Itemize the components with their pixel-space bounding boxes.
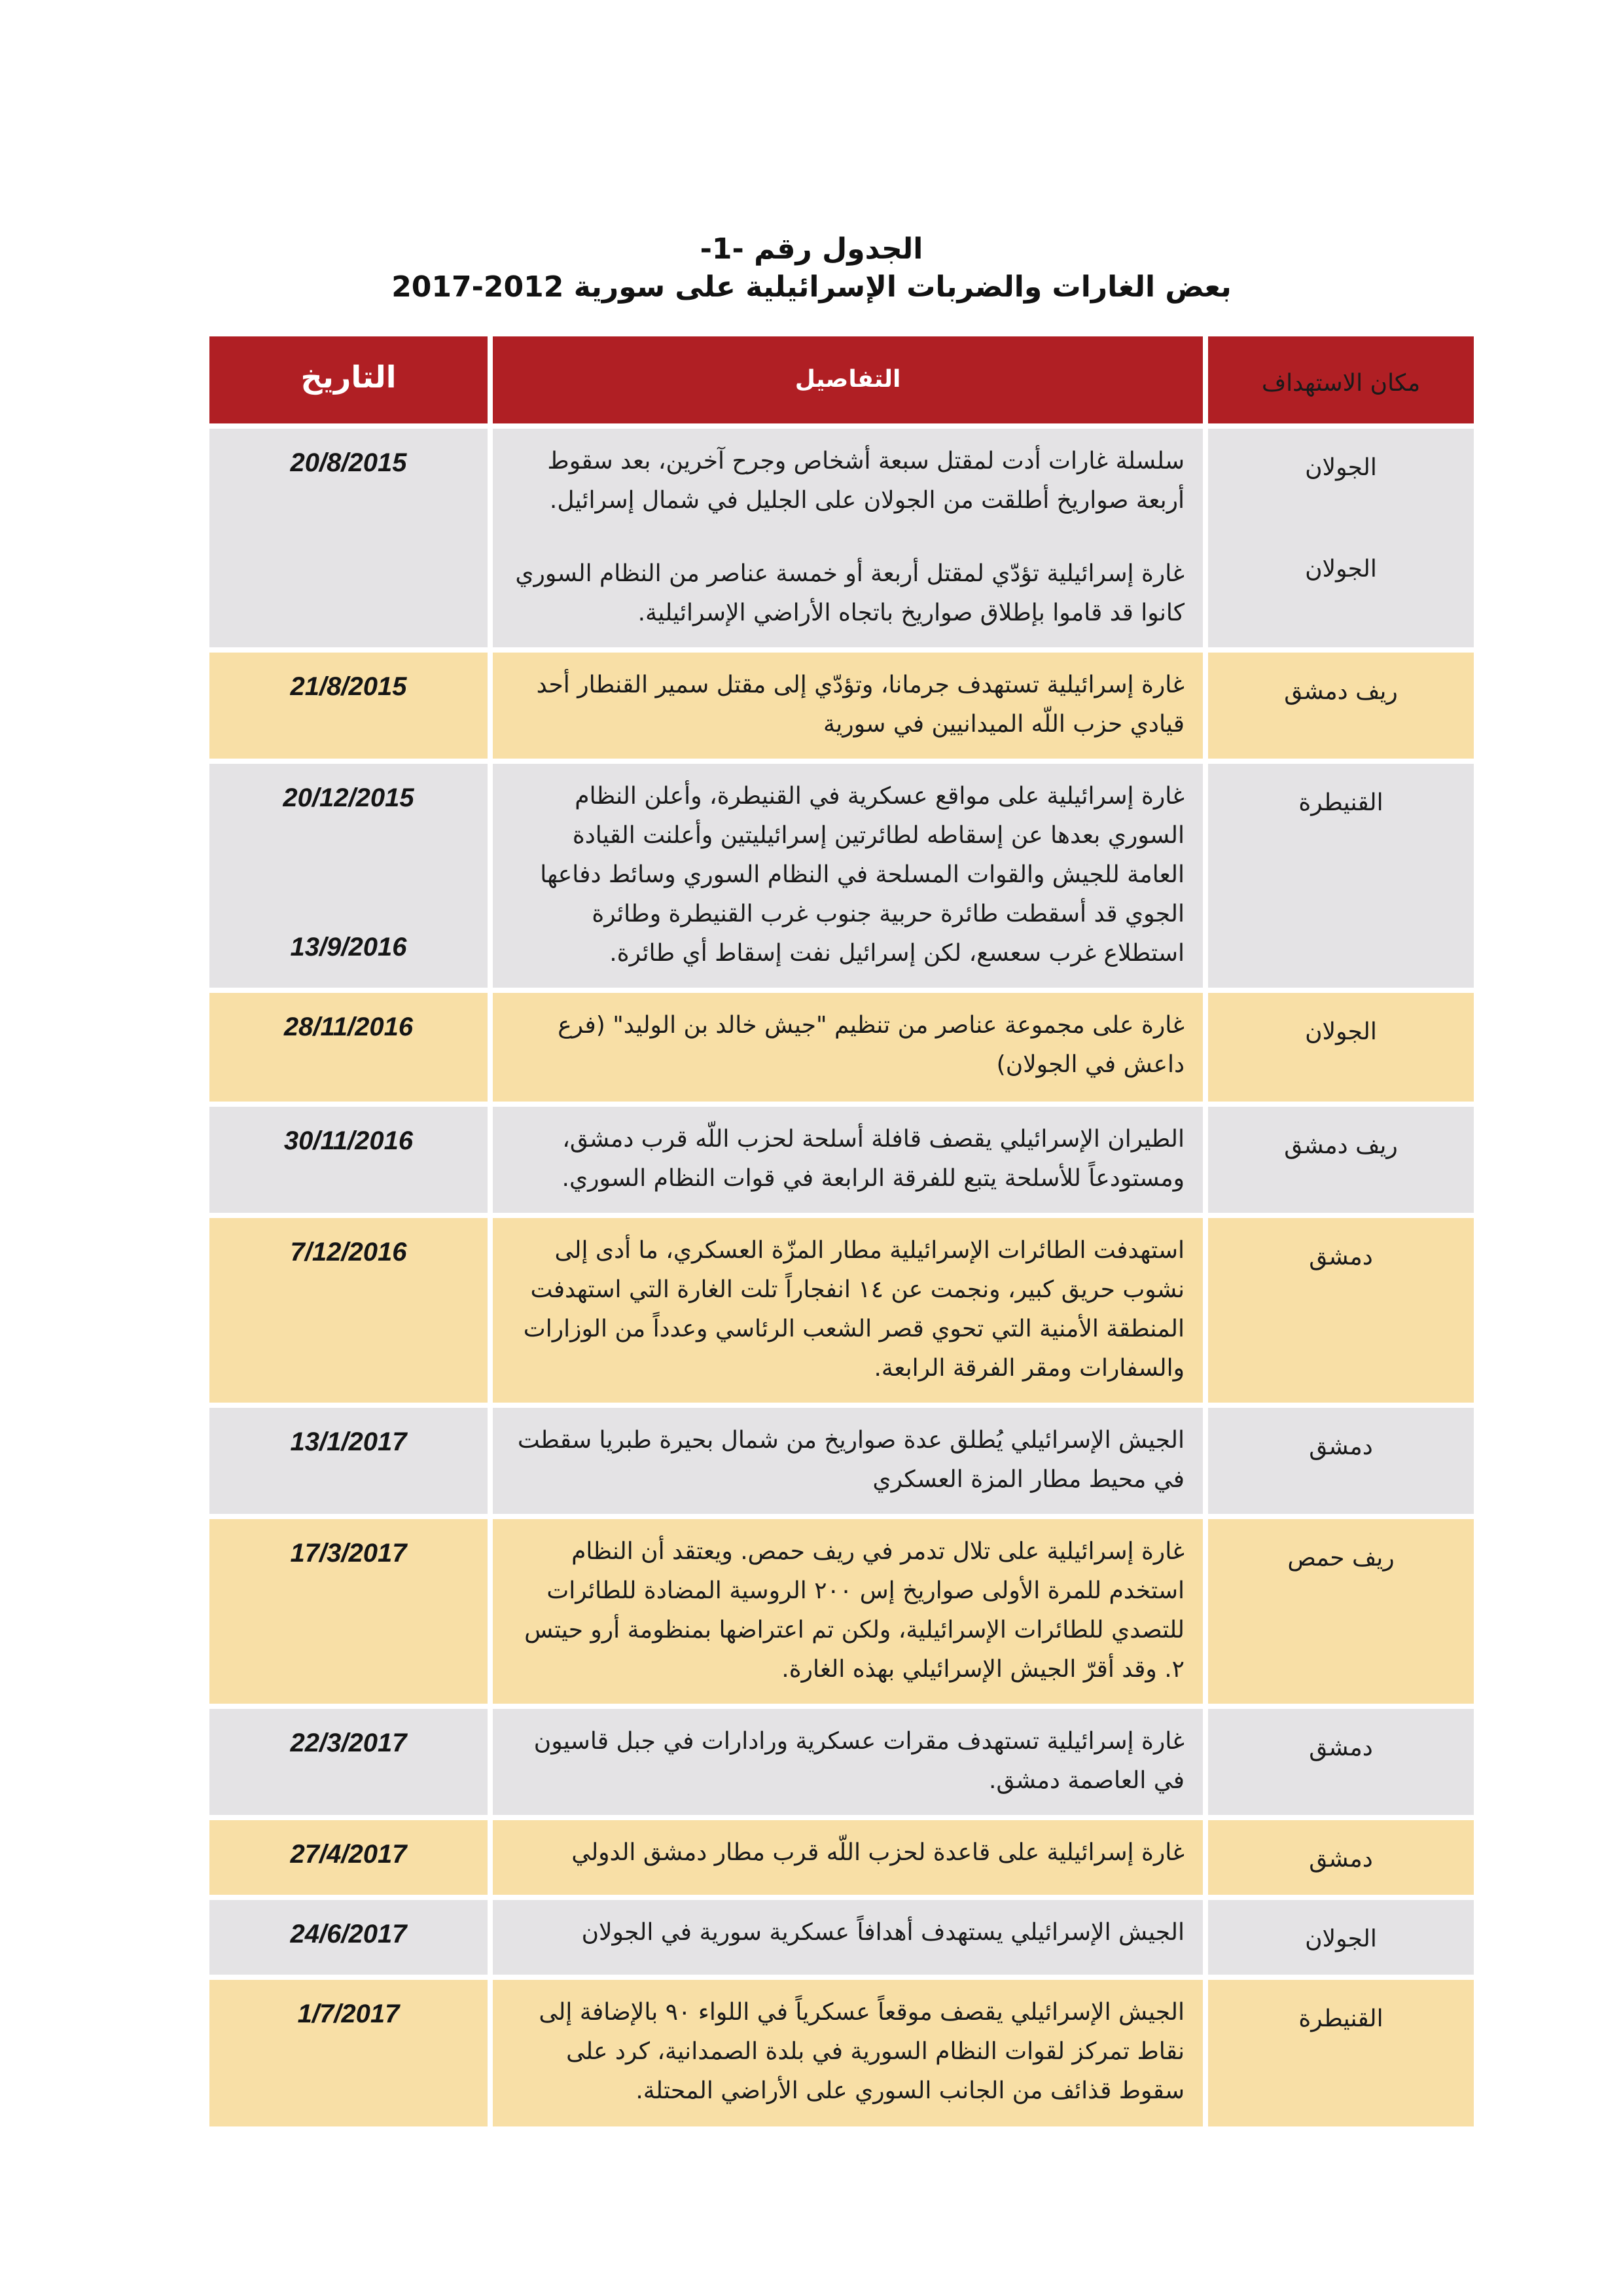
date-cell [209,993,488,1102]
date-cell [209,764,488,988]
location-cell [1208,1408,1474,1514]
table-row [209,764,1474,988]
date-label: 20/8/2015 [290,448,407,477]
location-cell [1208,1519,1474,1704]
details-paragraph: غارة إسرائيلية على قاعدة لحزب اللّه قرب مطار دمشق الدولي [571,1839,1185,1866]
date-cell [209,1218,488,1403]
table-row [209,1900,1474,1975]
table-row [209,993,1474,1102]
date-label: 28/11/2016 [283,1013,414,1041]
location-cell [1208,764,1474,988]
details-paragraph: استهدفت الطائرات الإسرائيلية مطار المزّة العسكري، ما أدى إلى نشوب حريق كبير، ونجمت عن ١٤ انفجاراً تلت الغارة التي استهدفت المنطقة الأمنية التي تحوي قصر الشعب الرئاسي وعدداً من الوزارات والسفارات ومقر الفرقة الرابعة. [523,1237,1185,1382]
location-cell [1208,653,1474,759]
location-label: دمشق [1309,1846,1373,1873]
location-cell [1208,429,1474,647]
date-cell [209,1709,488,1815]
location-cell [1208,1900,1474,1975]
table-caption-line1 [0,230,1623,268]
details-paragraph: الطيران الإسرائيلي يقصف قافلة أسلحة لحزب اللّه قرب دمشق، ومستودعاً للأسلحة يتبع للفرقة الرابعة في قوات النظام السوري. [562,1126,1185,1192]
location-label: دمشق [1309,1244,1373,1270]
details-cell [493,1408,1203,1514]
details-paragraph: غارة إسرائيلية تستهدف مقرات عسكرية ورادارات في جبل قاسيون في العاصمة دمشق. [533,1728,1185,1794]
location-label: القنيطرة [1298,2005,1383,2032]
details-cell [493,1900,1203,1975]
details-cell [493,653,1203,759]
date-label: 17/3/2017 [290,1539,407,1568]
location-label: دمشق [1309,1734,1373,1761]
date-label: 27/4/2017 [290,1840,407,1869]
table-caption [0,0,1623,306]
date-cell [209,1900,488,1975]
date-label: 13/9/2016 [290,933,407,961]
header-details: التفاصيل [493,336,1203,423]
header-date: التاريخ [209,336,488,423]
date-label: 22/3/2017 [290,1729,407,1757]
details-cell [493,1820,1203,1895]
table-row [209,1980,1474,2126]
caption-text: الجدول رقم [754,232,923,266]
table-row [209,1820,1474,1895]
location-label: الجولان [1305,556,1377,583]
date-label: 7/12/2016 [290,1238,407,1266]
details-cell [493,1519,1203,1704]
date-cell [209,1408,488,1514]
details-cell [493,1218,1203,1403]
date-cell [209,1980,488,2126]
details-paragraph: غارة على مجموعة عناصر من تنظيم "جيش خالد بن الوليد" (فرع داعش في الجولان) [558,1012,1185,1078]
date-label: 1/7/2017 [297,2000,400,2028]
location-label: الجولان [1305,1926,1377,1952]
table-row [209,1519,1474,1704]
location-cell [1208,993,1474,1102]
location-cell [1208,1107,1474,1213]
date-label: 13/1/2017 [290,1427,407,1456]
table-row [209,1218,1474,1403]
date-cell [209,429,488,647]
details-cell [493,764,1203,988]
table-header-row [209,336,1474,423]
details-paragraph: الجيش الإسرائيلي يُطلق عدة صواريخ من شمال بحيرة طبريا سقطت في محيط مطار المزة العسكري [517,1427,1185,1493]
date-cell [209,653,488,759]
table-row [209,653,1474,759]
location-cell [1208,1218,1474,1403]
table-row [209,429,1474,647]
location-label: الجولان [1305,1018,1377,1045]
table-body [209,429,1474,2126]
details-paragraph: سلسلة غارات أدت لمقتل سبعة أشخاص وجرح آخرين، بعد سقوط أربعة صواريخ أطلقت من الجولان على الجليل في شمال إسرائيل. [547,448,1185,514]
location-cell [1208,1820,1474,1895]
details-cell [493,429,1203,647]
table-caption-line2: بعض الغارات والضربات الإسرائيلية على سورية 2012-2017 [391,270,1232,304]
date-label: 20/12/2015 [283,783,414,812]
header-location: مكان الاستهداف [1208,336,1474,423]
details-cell [493,993,1203,1102]
table-row [209,1709,1474,1815]
strikes-table [209,336,1474,2126]
date-label: 30/11/2016 [283,1126,414,1155]
details-paragraph: غارة إسرائيلية تستهدف جرمانا، وتؤدّي إلى مقتل سمير القنطار أحد قيادي حزب اللّه الميدانيين في سورية [536,672,1185,738]
location-cell [1208,1980,1474,2126]
details-paragraph: غارة إسرائيلية على مواقع عسكرية في القنيطرة، وأعلن النظام السوري بعدها عن إسقاطه لطائرتين إسرائيليتين وأعلنت القيادة العامة للجيش والقوات المسلحة في النظام السوري وسائط دفاعها الجوي قد أسقطت طائرة حربية جنوب غرب القنيطرة وطائرة استطلاع غرب سعسع، لكن إسرائيل نفت إسقاط أي طائرة. [540,783,1185,967]
details-paragraph: الجيش الإسرائيلي يستهدف أهدافاً عسكرية سورية في الجولان [581,1919,1185,1946]
location-label: الجولان [1305,454,1377,481]
date-cell [209,1820,488,1895]
date-cell [209,1519,488,1704]
table-row [209,1107,1474,1213]
location-label: ريف دمشق [1284,1132,1398,1159]
date-label: 21/8/2015 [290,672,407,701]
details-cell [493,1980,1203,2126]
location-label: القنيطرة [1298,789,1383,816]
caption-table-number: -1- [700,232,744,266]
date-label: 24/6/2017 [290,1920,407,1948]
table-row [209,1408,1474,1514]
details-cell [493,1709,1203,1815]
details-cell [493,1107,1203,1213]
details-paragraph: غارة إسرائيلية تؤدّي لمقتل أربعة أو خمسة عناصر من النظام السوري كانوا قد قاموا بإطلاق صواريخ باتجاه الأراضي الإسرائيلية. [515,560,1185,626]
location-label: ريف حمص [1287,1545,1395,1571]
details-paragraph: الجيش الإسرائيلي يقصف موقعاً عسكرياً في اللواء ٩٠ بالإضافة إلى نقاط تمركز لقوات النظام السورية في بلدة الصمدانية، كرد على سقوط قذائف من الجانب السوري على الأراضي المحتلة. [539,1999,1185,2104]
location-label: ريف دمشق [1284,678,1398,705]
location-label: دمشق [1309,1433,1373,1460]
date-cell [209,1107,488,1213]
location-cell [1208,1709,1474,1815]
details-paragraph: غارة إسرائيلية على تلال تدمر في ريف حمص. ويعتقد أن النظام استخدم للمرة الأولى صواريخ إس ٢٠٠ الروسية المضادة للطائرات للتصدي للطائرات الإسرائيلية، ولكن تم اعتراضها بمنظومة أرو حيتس ٢. وقد أقرّ الجيش الإسرائيلي بهذه الغارة. [524,1538,1185,1683]
